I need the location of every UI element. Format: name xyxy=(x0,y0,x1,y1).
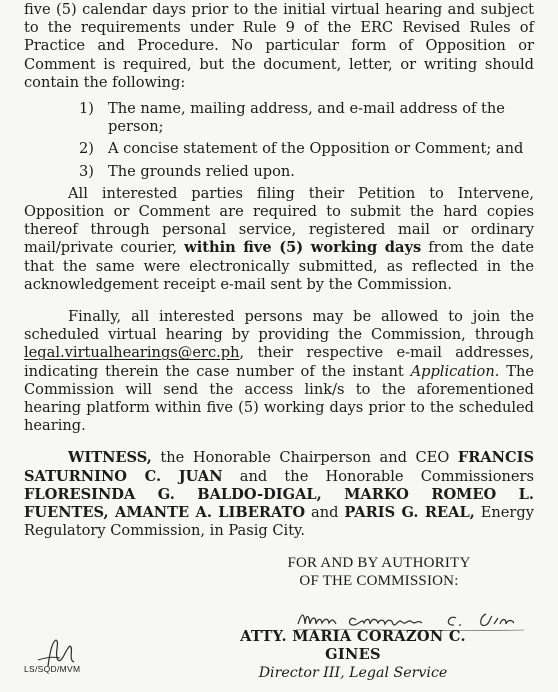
list-item-number: 1) xyxy=(79,100,94,118)
witness-paragraph xyxy=(24,449,534,540)
authority-line-2: OF THE COMMISSION: xyxy=(299,573,459,590)
intervene-text-pre: All interested parties filing their Petition to Intervene, Opposition or Comment are required to submit the hard copies thereof through personal service, registered mail or ordinary mail/private courier, xyxy=(24,184,534,257)
requirements-list xyxy=(24,100,534,181)
list-item-text: A concise statement of the Opposition or Comment; and xyxy=(108,140,524,158)
list-item-text: The name, mailing address, and e-mail address of the person; xyxy=(108,100,505,136)
list-item xyxy=(24,140,534,158)
intervene-text-post: from the date that the same were electronically submitted, as reflected in the acknowledgement receipt e-mail sent by the Commission. xyxy=(24,239,534,293)
initials-block xyxy=(24,638,114,678)
finally-text-pre: Finally, all interested persons may be allowed to join the scheduled virtual hearing by providing the Commission, through xyxy=(24,308,534,344)
list-item xyxy=(24,100,534,136)
signatory-name: ATTY. MARIA CORAZON C. GINES xyxy=(240,628,466,664)
witness-text-2: and the Honorable Commissioners xyxy=(222,467,534,485)
list-item xyxy=(24,163,534,181)
list-item-number: 3) xyxy=(79,162,94,180)
witness-label: WITNESS, xyxy=(68,449,152,467)
finally-text-mid: , their respective e-mail addresses, indicating therein the case number of the instant xyxy=(24,344,534,380)
intro-paragraph: five (5) calendar days prior to the initial virtual hearing and subject to the requirements under Rule 9 of the ERC Revised Rules of Practice and Procedure. No particular form of Opposition or Comment is required, but the document, letter, or writing should contain the following: xyxy=(24,1,534,91)
commissioners-names: FLORESINDA G. BALDO-DIGAL, MARKO ROMEO L. FUENTES, AMANTE A. LIBERATO xyxy=(24,485,534,522)
virtual-hearings-email-link[interactable]: legal.virtualhearings@erc.ph xyxy=(24,344,240,362)
witness-text-3: and xyxy=(305,504,345,522)
finally-text-post: . The Commission will send the access link/s to the aforementioned hearing platform within five (5) working days prior to the scheduled hearing. xyxy=(24,362,534,435)
list-item-number: 2) xyxy=(79,140,94,158)
commissioner-real-name: PARIS G. REAL, xyxy=(344,504,475,522)
signatory-block xyxy=(228,628,478,683)
list-item-text: The grounds relied upon. xyxy=(108,162,295,180)
witness-text-1: the Honorable Chairperson and CEO xyxy=(151,449,458,467)
initials-text: LS/SQD/MVM xyxy=(24,664,81,674)
intervene-paragraph xyxy=(24,185,534,294)
authority-line-1: FOR AND BY AUTHORITY xyxy=(287,555,471,572)
authority-block xyxy=(279,554,479,590)
witness-text-4: Energy Regulatory Commission, in Pasig City. xyxy=(24,504,534,540)
application-italic: Application xyxy=(410,362,495,380)
finally-paragraph xyxy=(24,308,534,435)
intervene-deadline: within five (5) working days xyxy=(184,239,422,257)
signatory-title: Director III, Legal Service xyxy=(258,665,448,682)
chairperson-name: FRANCIS SATURNINO C. JUAN xyxy=(24,449,534,485)
